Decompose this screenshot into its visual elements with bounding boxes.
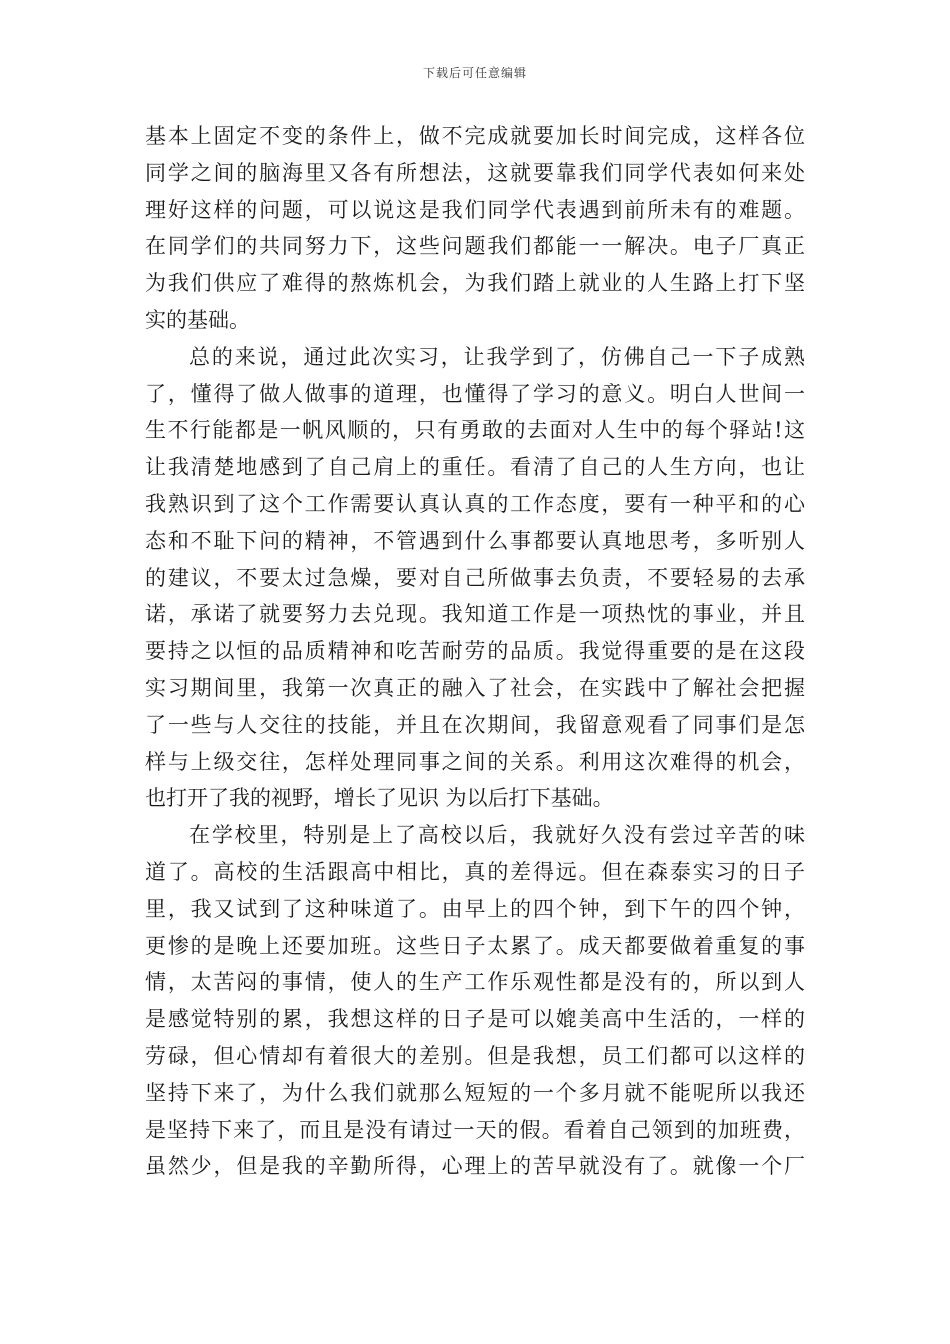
- text-line: 诺，承诺了就要努力去兑现。我知道工作是一项热忱的事业，并且: [145, 602, 805, 627]
- text-line: 让我清楚地感到了自己肩上的重任。看清了自己的人生方向，也让: [145, 455, 805, 480]
- text-line: 情，太苦闷的事情，使人的生产工作乐观性都是没有的，所以到人: [145, 970, 805, 995]
- text-line: 总的来说，通过此次实习，让我学到了，仿佛自己一下子成熟: [189, 344, 805, 369]
- text-line: 劳碌，但心情却有着很大的差别。但是我想，员工们都可以这样的: [145, 1043, 805, 1068]
- text-line: 虽然少，但是我的辛勤所得，心理上的苦早就没有了。就像一个厂: [145, 1154, 805, 1179]
- text-line: 理好这样的问题，可以说这是我们同学代表遇到前所未有的难题。: [145, 197, 805, 222]
- text-line: 道了。高校的生活跟高中相比，真的差得远。但在森泰实习的日子: [145, 859, 805, 884]
- text-line: 生不行能都是一帆风顺的，只有勇敢的去面对人生中的每个驿站!这: [145, 418, 805, 443]
- text-line: 实习期间里，我第一次真正的融入了社会，在实践中了解社会把握: [145, 675, 805, 700]
- text-line: 样与上级交往，怎样处理同事之间的关系。利用这次难得的机会，: [145, 749, 805, 774]
- text-line: 为我们供应了难得的熬炼机会，为我们踏上就业的人生路上打下坚: [145, 271, 805, 296]
- text-line: 的建议，不要太过急燥，要对自己所做事去负责，不要轻易的去承: [145, 565, 805, 590]
- text-line: 同学之间的脑海里又各有所想法，这就要靠我们同学代表如何来处: [145, 160, 805, 185]
- text-line: 了，懂得了做人做事的道理，也懂得了学习的意义。明白人世间一: [145, 381, 805, 406]
- text-line: 基本上固定不变的条件上，做不完成就要加长时间完成，这样各位: [145, 124, 805, 148]
- text-line: 我熟识到了这个工作需要认真认真的工作态度，要有一种平和的心: [145, 491, 805, 516]
- text-line: 在同学们的共同努力下，这些问题我们都能一一解决。电子厂真正: [145, 234, 805, 259]
- text-line: 坚持下来了，为什么我们就那么短短的一个多月就不能呢所以我还: [145, 1080, 805, 1105]
- text-line: 了一些与人交往的技能，并且在次期间，我留意观看了同事们是怎: [145, 712, 805, 737]
- text-line: 在学校里，特别是上了高校以后，我就好久没有尝过辛苦的味: [189, 823, 805, 848]
- body-text: [145, 118, 805, 1185]
- text-line: 也打开了我的视野，增长了见识 为以后打下基础。: [145, 786, 614, 811]
- text-line: 实的基础。: [145, 307, 250, 332]
- text-line: 里，我又试到了这种味道了。由早上的四个钟，到下午的四个钟，: [145, 896, 805, 921]
- text-line: 是坚持下来了，而且是没有请过一天的假。看着自己领到的加班费，: [145, 1117, 805, 1142]
- text-line: 是感觉特别的累，我想这样的日子是可以媲美高中生活的，一样的: [145, 1007, 805, 1032]
- text-line: 要持之以恒的品质精神和吃苦耐劳的品质。我觉得重要的是在这段: [145, 639, 805, 664]
- text-line: 更惨的是晚上还要加班。这些日子太累了。成天都要做着重复的事: [145, 933, 805, 958]
- text-line: 态和不耻下问的精神，不管遇到什么事都要认真地思考，多听别人: [145, 528, 805, 553]
- header-note: 下载后可任意编辑: [422, 66, 527, 80]
